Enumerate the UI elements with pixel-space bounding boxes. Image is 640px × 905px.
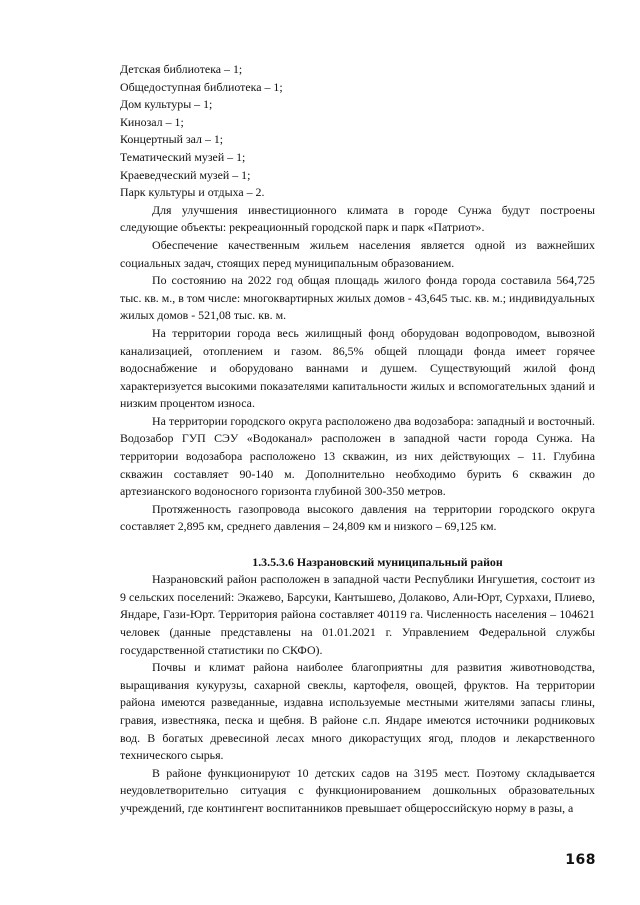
list-item: Кинозал – 1; — [120, 114, 184, 129]
paragraph: Назрановский район расположен в западной части Республики Ингушетия, состоит из 9 сельских поселений: Экажево, Барсуки, Кантышево, Долаково, Али-Юрт, Сурхахи, Плиево, Яндаре, Гази-Юрт. Территория района составляет 40119 га. Численность населения – 104621 человек (данные представлены на 01.01.2021 г. Управлением Федеральной службы государственной статистики по СКФО). — [120, 572, 595, 657]
section-heading: 1.3.5.3.6 Назрановский муниципальный район — [252, 554, 503, 569]
list-item: Концертный зал – 1; — [120, 132, 224, 147]
list-item: Краеведческий музей – 1; — [120, 167, 251, 182]
list-item: Дом культуры – 1; — [120, 97, 213, 112]
paragraph: В районе функционируют 10 детских садов на 3195 мест. Поэтому складывается неудовлетворительно ситуация с функционированием дошкольных образовательных учреждений, где контингент воспитанников превышает общероссийскую норму в разы, а — [120, 765, 595, 815]
paragraph: На территории городского округа расположено два водозабора: западный и восточный. Водозабор ГУП СЭУ «Водоканал» расположен в западной части города Сунжа. На территории водозабора расположено 13 скважин, из них действующих – 11. Глубина скважин составляет 90-140 м. Дополнительно необходимо бурить 6 скважин до артезианского водоносного горизонта глубиной 300-350 метров. — [120, 413, 595, 499]
paragraph: На территории города весь жилищный фонд оборудован водопроводом, вывозной канализацией, отоплением и газом. 86,5% общей площади фонда имеет горячее водоснабжение и оборудовано ваннами и душем. Существующий жилой фонд характеризуется высокими показателями капитальности жилых и вспомогательных зданий и низким процентом износа. — [120, 325, 595, 411]
list-item: Общедоступная библиотека – 1; — [120, 79, 283, 94]
paragraph: По состоянию на 2022 год общая площадь жилого фонда города составила 564,725 тыс. кв. м., в том числе: многоквартирных жилых домов - 43,645 тыс. кв. м.; индивидуальных жилых домов - 521,08 тыс. кв. м. — [120, 273, 595, 323]
page-number: 168 — [565, 852, 596, 868]
facilities-list — [120, 61, 595, 202]
list-item: Тематический музей – 1; — [120, 149, 246, 164]
paragraph: Для улучшения инвестиционного климата в городе Сунжа будут построены следующие объекты: рекреационный городской парк и парк «Патриот». — [120, 202, 595, 235]
list-item: Детская библиотека – 1; — [120, 62, 243, 76]
paragraph: Протяженность газопровода высокого давления на территории городского округа составляет 2,895 км, среднего давления – 24,809 км и низкого – 69,125 км. — [120, 501, 595, 534]
paragraph: Обеспечение качественным жильем населения является одной из важнейших социальных задач, стоящих перед муниципальным образованием. — [120, 237, 595, 270]
paragraph: Почвы и климат района наиболее благоприятны для развития животноводства, выращивания кукурузы, сахарной свеклы, картофеля, овощей, фруктов. На территории района имеются разведанные, издавна используемые местными жителями запасы глины, гравия, известняка, песка и щебня. В районе с.п. Яндаре имеются источники родниковых вод. В богатых древесиной лесах много дикорастущих ягод, плодов и лекарственного технического сырья. — [120, 660, 595, 763]
text-body — [120, 61, 595, 818]
list-item: Парк культуры и отдыха – 2. — [120, 185, 265, 200]
